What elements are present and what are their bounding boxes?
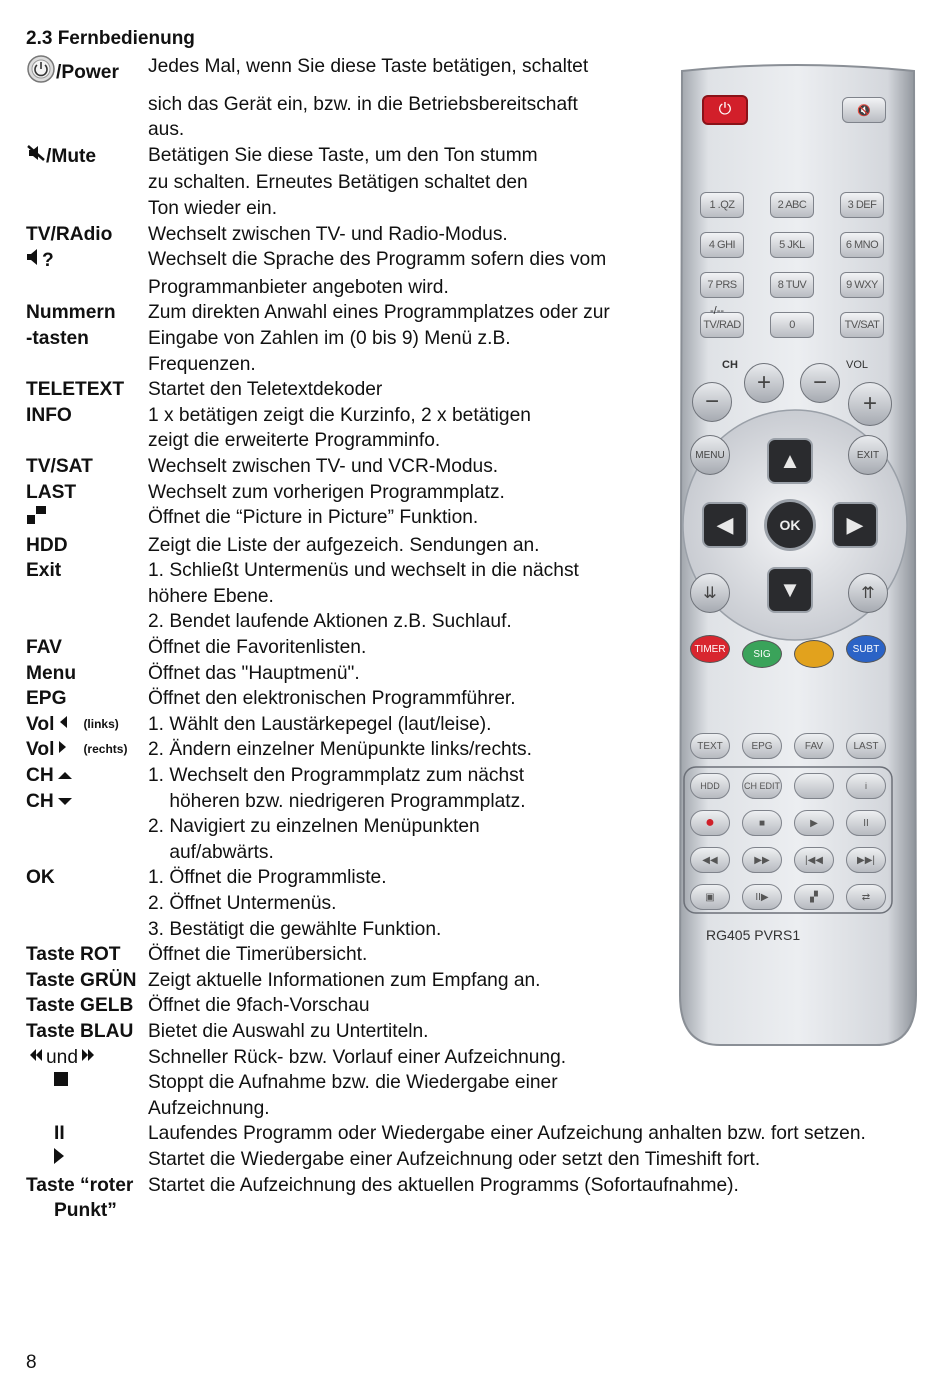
entry-key xyxy=(26,968,148,994)
entry-key-text: LAST xyxy=(26,481,77,503)
number-key-button: 1 .QZ xyxy=(700,192,744,218)
mute-icon xyxy=(26,143,46,171)
entry-key xyxy=(26,117,148,143)
entry-description: Öffnet die 9fach-Vorschau xyxy=(148,995,370,1017)
entry-key xyxy=(26,196,148,222)
entry-key-text: Vol xyxy=(26,739,55,761)
entry-description: Wechselt zum vorherigen Programmplatz. xyxy=(148,481,505,503)
entry-description: Wechselt zwischen TV- und Radio-Modus. xyxy=(148,223,508,245)
next-button: ▶▶| xyxy=(846,847,886,873)
ch-minus-button: − xyxy=(692,382,732,422)
entry-description: 1. Öffnet die Programmliste. xyxy=(148,867,387,889)
entry-key xyxy=(26,505,148,533)
entry-row xyxy=(26,1198,926,1224)
page-down-button: ⇊ xyxy=(690,573,730,613)
pip-icon xyxy=(26,505,48,533)
function-key-button xyxy=(794,773,834,799)
number-key-button: 6 MNO xyxy=(840,232,884,258)
entry-description: Öffnet das "Hauptmenü". xyxy=(148,662,360,684)
entry-description: Frequenzen. xyxy=(148,353,256,375)
entry-description: Öffnet die Favoritenlisten. xyxy=(148,637,367,659)
entry-key-note: (links) xyxy=(83,716,119,731)
entry-description: 2. Öffnet Untermenüs. xyxy=(148,893,337,914)
entry-key-text: Menu xyxy=(26,662,77,684)
entry-description: 1. Wechselt den Programmplatz zum nächst xyxy=(148,765,525,787)
entry-description: auf/abwärts. xyxy=(148,841,274,863)
entry-description: 1 x betätigen zeigt die Kurzinfo, 2 x betätigen xyxy=(148,404,531,426)
entry-description: Öffnet die Timerübersicht. xyxy=(148,944,368,966)
entry-key xyxy=(26,170,148,196)
dash-label: -/-- xyxy=(710,305,725,317)
number-key-button: TV/SAT xyxy=(840,312,884,338)
function-key-button: CH EDIT xyxy=(742,773,782,799)
entry-key xyxy=(26,942,148,968)
entry-key xyxy=(26,428,148,454)
entry-key-text: Punkt” xyxy=(54,1200,117,1222)
model-label: RG405 PVRS1 xyxy=(706,927,801,943)
color-key-button: SUBT xyxy=(846,635,886,663)
ch-plus-button: + xyxy=(744,363,784,403)
entry-description: Öffnet den elektronischen Programmführer. xyxy=(148,688,516,710)
entry-description: Startet die Wiedergabe einer Aufzeichnung oder setzt den Timeshift fort. xyxy=(148,1148,761,1170)
fast-forward-button: ▶▶ xyxy=(742,847,782,873)
entry-key-text: HDD xyxy=(26,534,68,556)
function-key-button: LAST xyxy=(846,733,886,759)
entry-key xyxy=(26,247,148,275)
entry-key xyxy=(26,661,148,687)
entry-key-text: und xyxy=(46,1046,79,1068)
entry-key xyxy=(26,814,148,840)
entry-key-text: ? xyxy=(42,250,54,272)
entry-key xyxy=(26,143,148,171)
entry-description: Programmanbieter angeboten wird. xyxy=(148,276,449,298)
entry-key xyxy=(26,326,148,352)
swap-button: ⇄ xyxy=(846,884,886,910)
entry-key-text: Taste “roter xyxy=(26,1174,134,1196)
vol-plus-button: + xyxy=(848,382,892,426)
power-button: ⏻ xyxy=(702,95,748,125)
entry-key-text: Taste GELB xyxy=(26,995,134,1017)
entry-description: Schneller Rück- bzw. Vorlauf einer Aufzeichnung. xyxy=(148,1046,567,1068)
entry-description: Zeigt die Liste der aufgezeich. Sendungen an. xyxy=(148,534,540,556)
number-key-button: 9 WXY xyxy=(840,272,884,298)
menu-button: MENU xyxy=(690,435,730,475)
rewind-button: ◀◀ xyxy=(690,847,730,873)
number-key-button: 7 PRS xyxy=(700,272,744,298)
play-button: ▶ xyxy=(794,810,834,836)
entry-description: sich das Gerät ein, bzw. in die Betriebsbereitschaft xyxy=(148,93,578,115)
function-key-button: FAV xyxy=(794,733,834,759)
entry-description: Startet den Teletextdekoder xyxy=(148,379,383,401)
entry-key xyxy=(26,840,148,866)
previous-button: |◀◀ xyxy=(794,847,834,873)
entry-key-text: OK xyxy=(26,867,55,889)
mute-button: 🔇 xyxy=(842,97,886,123)
entry-description: 3. Bestätigt die gewählte Funktion. xyxy=(148,918,442,940)
function-key-button: i xyxy=(846,773,886,799)
entry-key-text: INFO xyxy=(26,404,72,426)
number-key-button: 3 DEF xyxy=(840,192,884,218)
entry-key xyxy=(26,1173,148,1199)
entry-key xyxy=(26,686,148,712)
entry-key xyxy=(26,737,148,763)
record-button: ● xyxy=(690,810,730,836)
entry-key xyxy=(26,533,148,559)
entry-description: höheren bzw. niedrigeren Programmplatz. xyxy=(148,790,526,812)
entry-key-text: TELETEXT xyxy=(26,379,125,401)
entry-key-text: TV/RAdio xyxy=(26,223,113,245)
entry-key-text: CH xyxy=(26,790,54,812)
entry-description: Ton wieder ein. xyxy=(148,197,278,219)
vol-minus-button: − xyxy=(800,363,840,403)
entry-description: 2. Bendet laufende Aktionen z.B. Suchlauf. xyxy=(148,611,512,633)
ok-button: OK xyxy=(764,499,816,551)
entry-key xyxy=(26,917,148,943)
entry-description: Öffnet die “Picture in Picture” Funktion. xyxy=(148,507,479,529)
page-number: 8 xyxy=(26,1352,37,1373)
entry-row xyxy=(26,1070,926,1096)
entry-key xyxy=(26,609,148,635)
function-key-button: TEXT xyxy=(690,733,730,759)
section-heading: 2.3 Fernbedienung xyxy=(26,28,195,49)
entry-key-text: /Mute xyxy=(46,145,97,167)
entry-key-text: FAV xyxy=(26,637,62,659)
entry-row xyxy=(26,1045,926,1071)
entry-key-note: (rechts) xyxy=(83,742,128,757)
entry-description: zeigt die erweiterte Programminfo. xyxy=(148,430,441,452)
fast-forward-icon xyxy=(78,1045,98,1071)
slow-button: II▶ xyxy=(742,884,782,910)
entry-key-text: EPG xyxy=(26,688,67,710)
arrow-up-icon xyxy=(57,763,73,789)
entry-row xyxy=(26,1147,926,1173)
entry-key-text: /Power xyxy=(56,62,119,83)
entry-key-text: Taste GRÜN xyxy=(26,969,137,991)
entry-description: Wechselt zwischen TV- und VCR-Modus. xyxy=(148,455,499,477)
entry-key xyxy=(26,1121,148,1147)
entry-key-text: -tasten xyxy=(26,327,89,349)
entry-key xyxy=(26,558,148,584)
entry-row xyxy=(26,1173,926,1199)
number-key-button: 2 ABC xyxy=(770,192,814,218)
play-icon xyxy=(52,1147,66,1173)
entry-key xyxy=(26,1147,148,1173)
exit-button: EXIT xyxy=(848,435,888,475)
rewind-icon xyxy=(26,1045,46,1071)
entry-description: Betätigen Sie diese Taste, um den Ton stumm xyxy=(148,144,538,166)
number-key-button: 0 xyxy=(770,312,814,338)
stop-button: ■ xyxy=(742,810,782,836)
arrow-right-icon xyxy=(57,737,69,763)
entry-key xyxy=(26,54,148,92)
entry-key-text: Exit xyxy=(26,560,62,582)
entry-key-text: Nummern xyxy=(26,302,116,324)
entry-key xyxy=(26,993,148,1019)
vol-label: VOL xyxy=(846,359,869,371)
page-up-button: ⇈ xyxy=(848,573,888,613)
entry-key xyxy=(26,352,148,378)
entry-key-text: CH xyxy=(26,765,54,787)
entry-description: Wechselt die Sprache des Programm sofern dies vom xyxy=(148,249,607,271)
entry-key xyxy=(26,300,148,326)
entry-description: aus. xyxy=(148,119,185,141)
entry-key-text: TV/SAT xyxy=(26,455,93,477)
number-key-button: 5 JKL xyxy=(770,232,814,258)
entry-key-text: Taste BLAU xyxy=(26,1020,134,1042)
entry-key xyxy=(26,1198,148,1224)
entry-key xyxy=(26,1070,148,1096)
entry-description: Bietet die Auswahl zu Untertiteln. xyxy=(148,1020,429,1042)
right-arrow-button: ▶ xyxy=(832,502,878,548)
number-key-button: 4 GHI xyxy=(700,232,744,258)
arrow-left-icon xyxy=(57,712,69,738)
pause-button: II xyxy=(846,810,886,836)
stop-icon xyxy=(52,1070,70,1096)
function-key-button: HDD xyxy=(690,773,730,799)
power-icon xyxy=(26,54,56,92)
entry-description: Eingabe von Zahlen im (0 bis 9) Menü z.B. xyxy=(148,327,511,349)
arrow-down-icon xyxy=(57,789,73,815)
entry-description: Startet die Aufzeichnung des aktuellen Programms (Sofortaufnahme). xyxy=(148,1174,739,1196)
entry-key xyxy=(26,789,148,815)
number-key-button: 8 TUV xyxy=(770,272,814,298)
entry-key xyxy=(26,1019,148,1045)
entry-description: Jedes Mal, wenn Sie diese Taste betätigen, schaltet xyxy=(148,56,589,77)
entry-description: Zeigt aktuelle Informationen zum Empfang an. xyxy=(148,969,541,991)
entry-description: 2. Ändern einzelner Menüpunkte links/rechts. xyxy=(148,739,532,761)
entry-key xyxy=(26,891,148,917)
speaker-icon xyxy=(26,247,42,275)
entry-description: 1. Wählt den Laustärkepegel (laut/leise). xyxy=(148,713,492,735)
entry-description: Zum direkten Anwahl eines Programmplatzes oder zur xyxy=(148,302,610,324)
remote-control-image xyxy=(676,55,920,1047)
entry-key-text: Taste ROT xyxy=(26,944,121,966)
entry-description: zu schalten. Erneutes Betätigen schaltet den xyxy=(148,172,528,194)
entry-key xyxy=(26,635,148,661)
entry-key xyxy=(26,454,148,480)
number-key-button: TV/RAD xyxy=(700,312,744,338)
entry-key xyxy=(26,222,148,248)
guide-button: ▣ xyxy=(690,884,730,910)
pip-button: ▞ xyxy=(794,884,834,910)
color-key-button: TIMER xyxy=(690,635,730,663)
entry-key xyxy=(26,377,148,403)
entry-key xyxy=(26,403,148,429)
entry-key xyxy=(26,763,148,789)
color-key-button: SIG xyxy=(742,640,782,668)
up-arrow-button: ▲ xyxy=(767,438,813,484)
entry-key xyxy=(26,275,148,301)
entry-description: 1. Schließt Untermenüs und wechselt in die nächst xyxy=(148,560,579,582)
entry-key xyxy=(26,1096,148,1122)
color-key-button xyxy=(794,640,834,668)
entry-key xyxy=(26,712,148,738)
entry-description: 2. Navigiert zu einzelnen Menüpunkten xyxy=(148,816,480,838)
entry-key xyxy=(26,92,148,118)
entry-key-text: Vol xyxy=(26,713,55,735)
ch-label: CH xyxy=(722,359,738,371)
entry-description: Aufzeichnung. xyxy=(148,1097,270,1119)
entry-key xyxy=(26,584,148,610)
entry-row xyxy=(26,1096,926,1122)
down-arrow-button: ▼ xyxy=(767,567,813,613)
entry-description: Stoppt die Aufnahme bzw. die Wiedergabe einer xyxy=(148,1072,558,1094)
entry-description: höhere Ebene. xyxy=(148,585,274,607)
entry-row xyxy=(26,1121,926,1147)
entry-key xyxy=(26,480,148,506)
entry-key xyxy=(26,1045,148,1071)
entry-key-text: II xyxy=(54,1123,65,1145)
entry-description: Laufendes Programm oder Wiedergabe einer Aufzeichung anhalten bzw. fort setzen. xyxy=(148,1123,866,1145)
left-arrow-button: ◀ xyxy=(702,502,748,548)
function-key-button: EPG xyxy=(742,733,782,759)
entry-key xyxy=(26,865,148,891)
